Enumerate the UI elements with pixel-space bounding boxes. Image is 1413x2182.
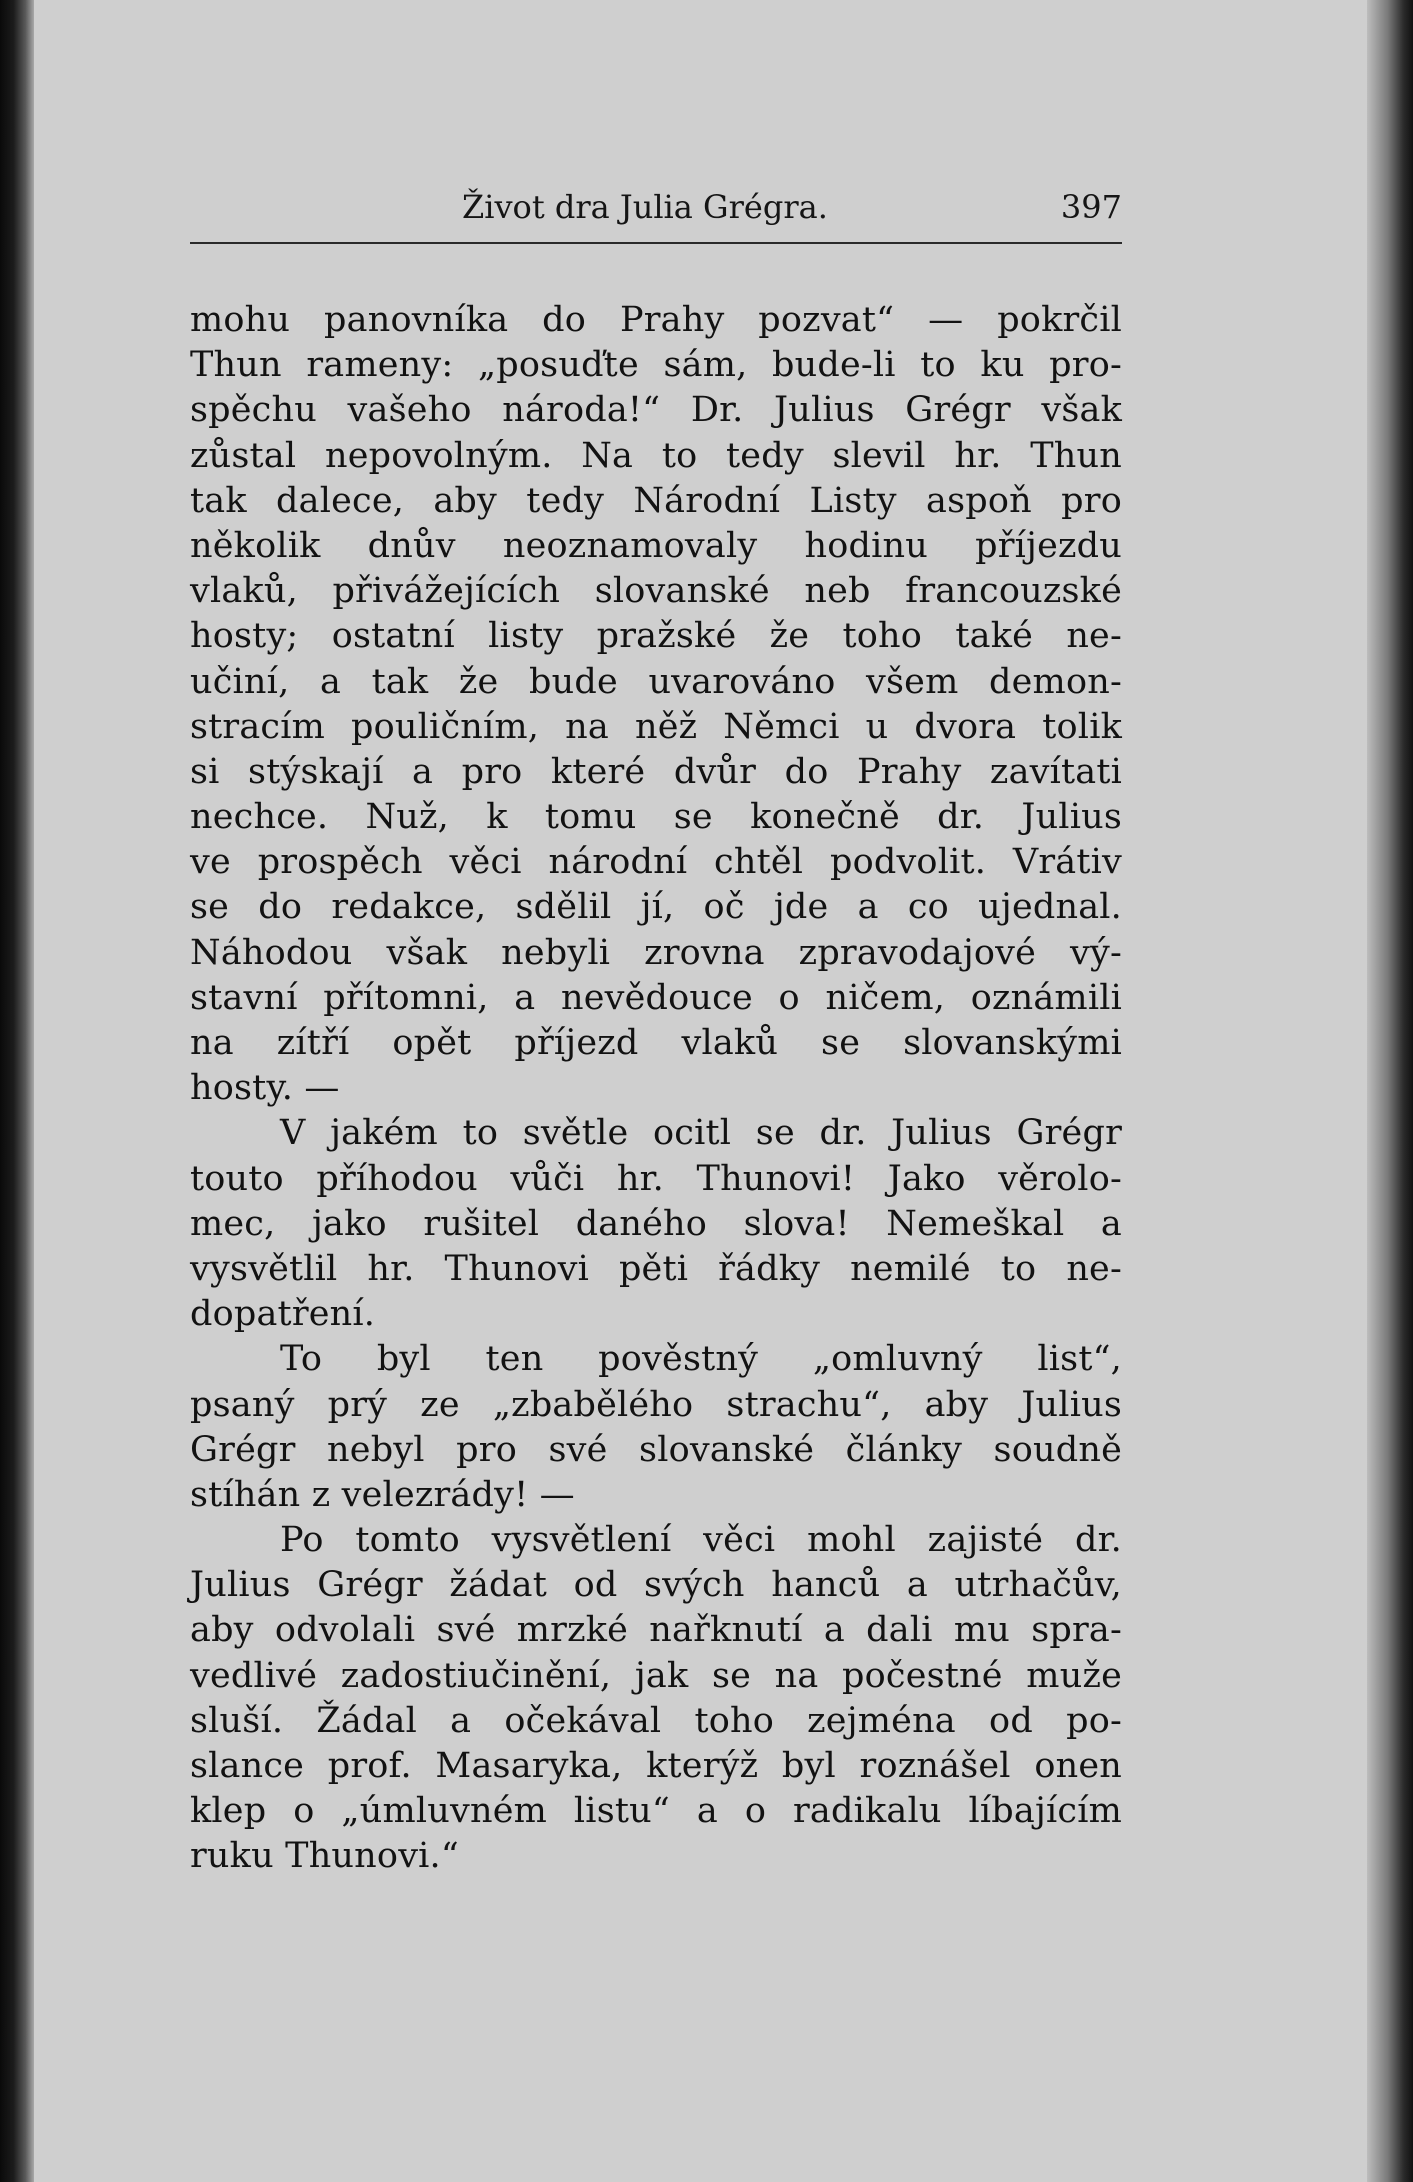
header-rule: [190, 242, 1122, 244]
text-line: tak dalece, aby tedy Národní Listy aspoň pro: [190, 480, 1122, 521]
text-line: učiní, a tak že bude uvarováno všem demon-: [190, 661, 1122, 702]
page-edge-shadow: [1367, 0, 1413, 2182]
text-line: několik dnův neoznamovaly hodinu příjezdu: [190, 525, 1122, 566]
text-line: Thun rameny: „posuďte sám, bude-li to ku pro-: [190, 345, 1122, 386]
text-line: sluší. Žádal a očekával toho zejména od po-: [190, 1700, 1122, 1741]
text-line: hosty; ostatní listy pražské že toho také ne-: [190, 616, 1122, 657]
text-line: Grégr nebyl pro své slovanské články soudně: [190, 1429, 1122, 1470]
text-line: stracím pouličním, na něž Němci u dvora tolik: [190, 706, 1122, 747]
text-line: stavní přítomni, a nevědouce o ničem, oznámili: [190, 977, 1122, 1018]
page-number: 397: [1060, 188, 1122, 226]
text-line: dopatření.: [190, 1294, 376, 1335]
text-line: Po tomto vysvětlení věci mohl zajisté dr.: [280, 1520, 1122, 1561]
text-line: nechce. Nuž, k tomu se konečně dr. Julius: [190, 797, 1122, 838]
text-line: vedlivé zadostiučinění, jak se na počestné muže: [190, 1655, 1122, 1696]
text-line: na zítří opět příjezd vlaků se slovanskými: [190, 1023, 1122, 1063]
text-line: slance prof. Masaryka, kterýž byl roznášel onen: [190, 1746, 1122, 1786]
book-spine-shadow: [0, 0, 34, 2182]
text-line: psaný prý ze „zbabělého strachu“, aby Julius: [190, 1384, 1122, 1425]
text-line: ruku Thunovi.“: [190, 1836, 459, 1877]
text-line: aby odvolali své mrzké nařknutí a dali mu spra-: [190, 1610, 1122, 1651]
text-line: Náhodou však nebyli zrovna zpravodajové vý-: [190, 932, 1122, 973]
text-line: vlaků, přivážejících slovanské neb francouzské: [190, 571, 1122, 612]
text-line: ve prospěch věci národní chtěl podvolit. Vrátiv: [190, 842, 1122, 883]
text-line: zůstal nepovolným. Na to tedy slevil hr. Thun: [190, 435, 1122, 476]
text-line: si stýskají a pro které dvůr do Prahy zavítati: [190, 751, 1122, 792]
text-line: mec, jako rušitel daného slova! Nemeškal a: [190, 1203, 1122, 1244]
text-line: se do redakce, sdělil jí, oč jde a co ujednal.: [190, 887, 1122, 928]
text-line: spěchu vašeho národa!“ Dr. Julius Grégr však: [190, 390, 1122, 431]
text-line: Julius Grégr žádat od svých hanců a utrhačův,: [190, 1565, 1122, 1606]
running-title: Život dra Julia Grégra.: [462, 188, 828, 226]
body-text: [190, 298, 1122, 1880]
text-line: stíhán z velezrády! —: [190, 1474, 575, 1515]
text-line: klep o „úmluvném listu“ a o radikalu líbajícím: [190, 1791, 1122, 1832]
text-line: vysvětlil hr. Thunovi pěti řádky nemilé to ne-: [190, 1248, 1122, 1289]
text-line: To byl ten pověstný „omluvný list“,: [280, 1339, 1122, 1380]
text-line: V jakém to světle ocitl se dr. Julius Grégr: [280, 1113, 1122, 1154]
text-line: touto příhodou vůči hr. Thunovi! Jako věrolo-: [190, 1158, 1122, 1199]
text-line: mohu panovníka do Prahy pozvat“ — pokrčil: [190, 300, 1122, 340]
page-header: [190, 188, 1122, 236]
text-line: hosty. —: [190, 1068, 340, 1109]
